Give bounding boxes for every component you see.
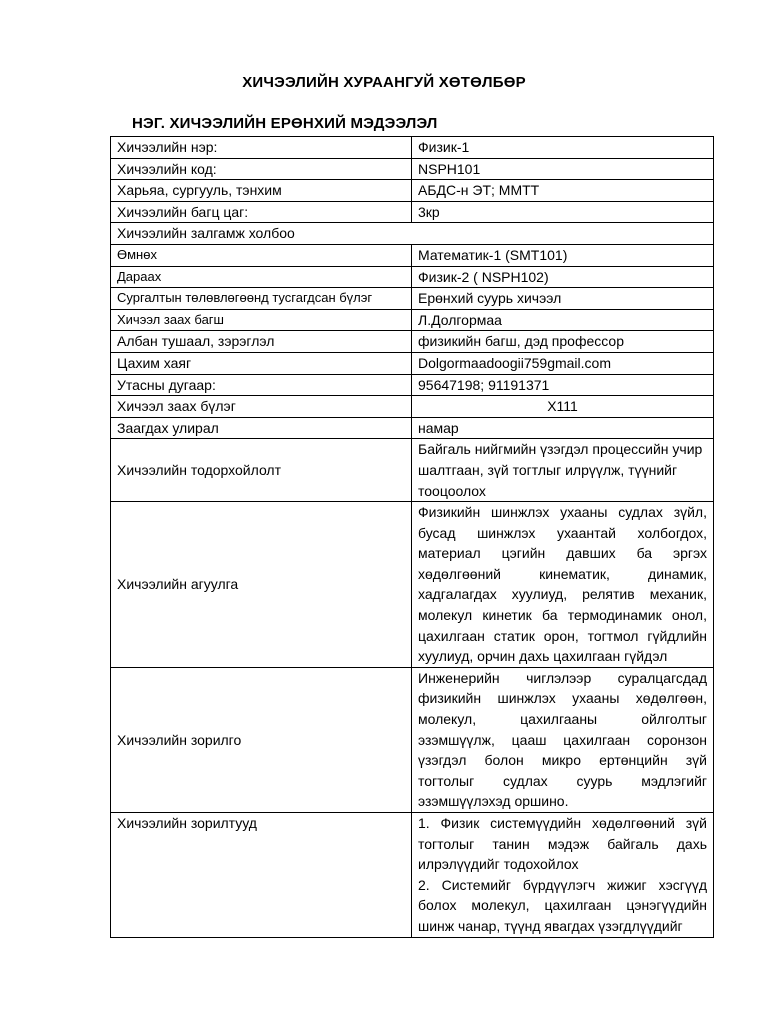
row-value-list bbox=[412, 813, 714, 938]
row-label: Албан тушаал, зэрэглэл bbox=[111, 331, 412, 353]
row-value: намар bbox=[412, 417, 714, 439]
row-label-full: Хичээлийн залгамж холбоо bbox=[111, 223, 714, 245]
table-row bbox=[111, 309, 714, 331]
row-value: Математик-1 (SMT101) bbox=[412, 244, 714, 266]
row-label: Харьяа, сургууль, тэнхим bbox=[111, 180, 412, 202]
row-value: 95647198; 91191371 bbox=[412, 374, 714, 396]
table-row bbox=[111, 223, 714, 245]
row-value: Физик-2 ( NSPH102) bbox=[412, 266, 714, 288]
table-row bbox=[111, 158, 714, 180]
row-value: физикийн багш, дэд профессор bbox=[412, 331, 714, 353]
objective-item: 2. Системийг бүрдүүлэгч жижиг хэсгүүд болох молекул, цахилгаан цэнэгүүдийн шинж чанар, түүнд явагдах үзэгдлүүдийг bbox=[418, 876, 707, 934]
table-row bbox=[111, 180, 714, 202]
row-label: Цахим хаяг bbox=[111, 352, 412, 374]
table-row bbox=[111, 396, 714, 418]
table-row bbox=[111, 137, 714, 159]
row-value: Ерөнхий суурь хичээл bbox=[412, 288, 714, 310]
table-row bbox=[111, 201, 714, 223]
table-row bbox=[111, 244, 714, 266]
row-label: Хичээл заах багш bbox=[111, 309, 412, 331]
table-row bbox=[111, 502, 714, 668]
row-value: 3кр bbox=[412, 201, 714, 223]
row-value: Физик-1 bbox=[412, 137, 714, 159]
row-value: NSPH101 bbox=[412, 158, 714, 180]
row-label: Хичээлийн код: bbox=[111, 158, 412, 180]
row-label: Хичээлийн зорилго bbox=[111, 667, 412, 812]
row-label: Дараах bbox=[111, 266, 412, 288]
table-row bbox=[111, 331, 714, 353]
table-row bbox=[111, 374, 714, 396]
section-title: НЭГ. ХИЧЭЭЛИЙН ЕРӨНХИЙ МЭДЭЭЛЭЛ bbox=[132, 115, 438, 132]
table-row bbox=[111, 288, 714, 310]
objective-item: 1. Физик системүүдийн хөдөлгөөний зүй тогтолыг танин мэдэж байгаль дахь илрэлүүдийг тодохойлох bbox=[418, 815, 707, 873]
row-label: Заагдах улирал bbox=[111, 417, 412, 439]
row-label: Хичээлийн агуулга bbox=[111, 502, 412, 668]
table-row bbox=[111, 813, 714, 938]
document-title: ХИЧЭЭЛИЙН ХУРААНГУЙ ХӨТӨЛБӨР bbox=[242, 74, 526, 91]
row-label: Хичээлийн нэр: bbox=[111, 137, 412, 159]
row-value: АБДС-н ЭТ; ММТТ bbox=[412, 180, 714, 202]
row-value: Х111 bbox=[412, 396, 714, 418]
table-row bbox=[111, 266, 714, 288]
row-label: Өмнөх bbox=[111, 244, 412, 266]
row-value: Инженерийн чиглэлээр суралцагсдад физикийн шинжлэх ухааны хөдөлгөөн, молекул, цахилгааны ойлголтыг эзэмшүүлж, цааш цахилгаан соронзон үзэгдэл болон микро ертөнцийн зүй тогтолыг судлах суурь мэдлэгийг эзэмшүүлэхэд оршино. bbox=[412, 667, 714, 812]
table-row bbox=[111, 417, 714, 439]
row-value: Байгаль нийгмийн үзэгдэл процессийн учир шалтгаан, зүй тогтлыг илрүүлж, түүнийг тооцоолох bbox=[412, 439, 714, 502]
row-value: Dolgormaadoogii759gmail.com bbox=[412, 352, 714, 374]
row-label: Хичээлийн зорилтууд bbox=[111, 813, 412, 938]
course-info-table bbox=[110, 136, 714, 938]
table-row bbox=[111, 439, 714, 502]
table-row bbox=[111, 667, 714, 812]
row-label: Хичээлийн тодорхойлолт bbox=[111, 439, 412, 502]
row-label: Утасны дугаар: bbox=[111, 374, 412, 396]
table-row bbox=[111, 352, 714, 374]
row-label: Хичээлийн багц цаг: bbox=[111, 201, 412, 223]
row-label: Хичээл заах бүлэг bbox=[111, 396, 412, 418]
row-value: Физикийн шинжлэх ухааны судлах зүйл, бусад шинжлэх ухаантай холбогдох, материал цэгийн давших ба эргэх хөдөлгөөний кинематик, динамик, хадгалагдах хуулиуд, релятив механик, молекул кинетик ба термодинамик онол, цахилгаан статик орон, тогтмол гүйдлийн хуулиуд, орчин дахь цахилгаан гүйдэл bbox=[412, 502, 714, 668]
row-label: Сургалтын төлөвлөгөөнд тусгагдсан бүлэг bbox=[111, 288, 412, 310]
row-value: Л.Долгормаа bbox=[412, 309, 714, 331]
